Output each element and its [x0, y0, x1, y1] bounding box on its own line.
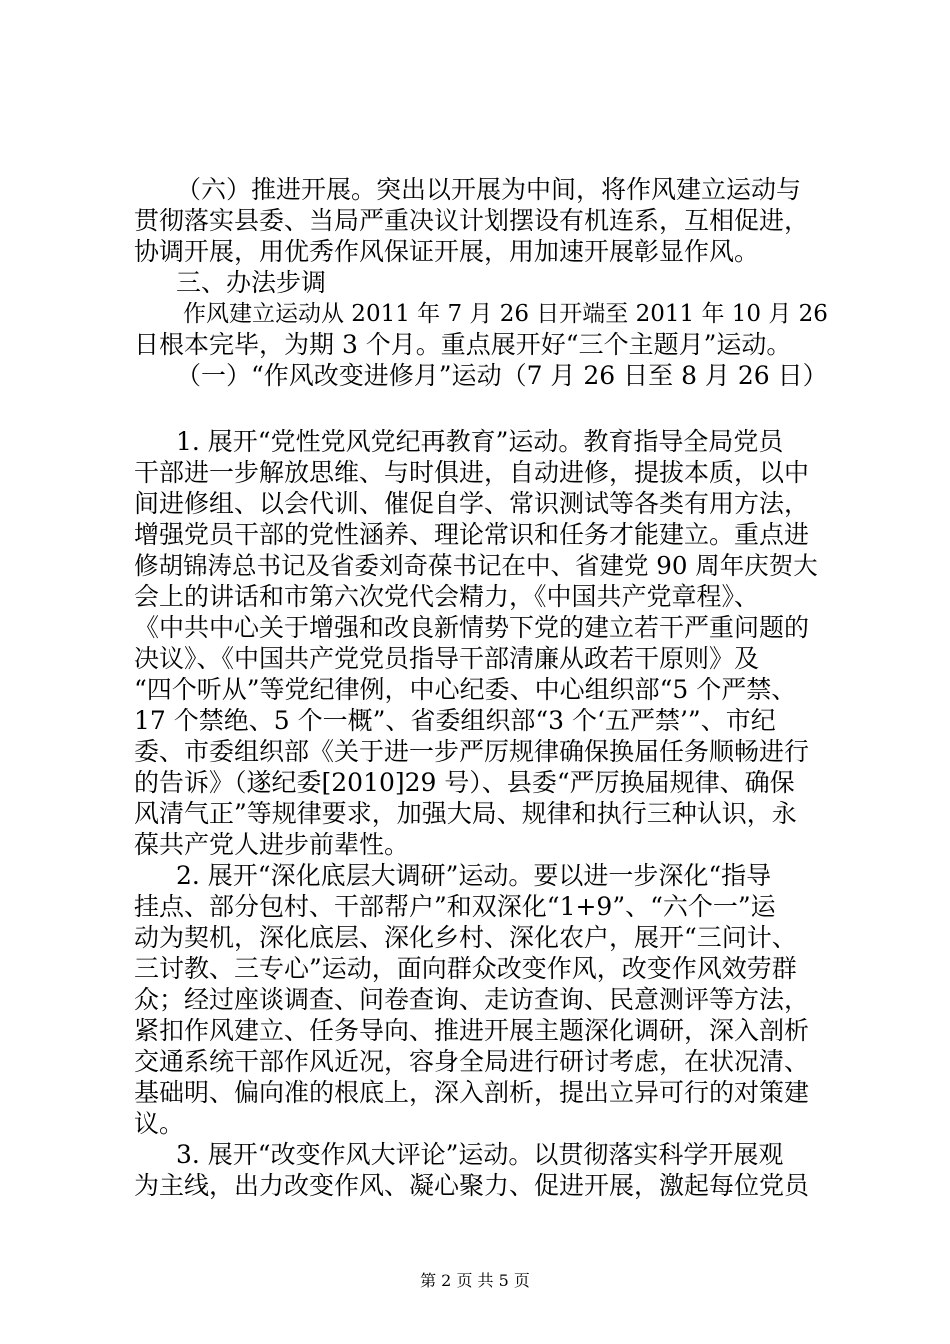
- text-line: 2. 展开“深化底层大调研”运动。要以进一步深化“指导: [176, 861, 772, 890]
- text-line: 贯彻落实县委、当局严重决议计划摆设有机连系，互相促进，: [134, 206, 810, 235]
- subsection-heading: （一）“作风改变进修月”运动（7 月 26 日至 8 月 26 日）: [176, 361, 828, 390]
- text-line: 风清气正”等规律要求，加强大局、规律和执行三种认识，永: [134, 799, 797, 828]
- text-line: 日根本完毕，为期 3 个月。重点展开好“三个主题月”运动。: [134, 330, 792, 359]
- text-line: 作风建立运动从 2011 年 7 月 26 日开端至 2011 年 10 月 26: [183, 301, 828, 327]
- text-line: “四个听从”等党纪律例，中心纪委、中心组织部“5 个严禁、: [134, 675, 797, 704]
- text-line: 挂点、部分包村、干部帮户”和双深化“1+9”、“六个一”运: [134, 892, 776, 921]
- text-line: 间进修组、以会代训、催促自学、常识测试等各类有用方法，: [134, 489, 810, 518]
- text-line: 3. 展开“改变作风大评论”运动。以贯彻落实科学开展观: [176, 1140, 784, 1169]
- text-line: 决议》、《中国共产党党员指导干部清廉从政若干原则》及: [134, 644, 760, 673]
- text-line: 葆共产党人进步前辈性。: [134, 830, 410, 859]
- page-number-footer: 第 2 页 共 5 页: [420, 1271, 530, 1290]
- text-line: 紧扣作风建立、任务导向、推进开展主题深化调研，深入剖析: [134, 1016, 810, 1045]
- text-line: 干部进一步解放思维、与时俱进，自动进修，提拔本质，以中: [134, 458, 810, 487]
- text-line: 的告诉》（遂纪委[2010]29 号）、县委“严厉换届规律、确保: [134, 768, 795, 797]
- text-line: 三讨教、三专心”运动，面向群众改变作风，改变作风效劳群: [134, 954, 797, 983]
- text-line: 为主线，出力改变作风、凝心聚力、促进开展，激起每位党员: [134, 1171, 810, 1200]
- text-line: 委、市委组织部《关于进一步严厉规律确保换届任务顺畅进行: [134, 737, 810, 766]
- text-line: （六）推进开展。突出以开展为中间，将作风建立运动与: [176, 175, 802, 204]
- text-line: 基础明、偏向准的根底上，深入剖析，提出立异可行的对策建: [134, 1078, 810, 1107]
- text-line: 动为契机，深化底层、深化乡村、深化农户，展开“三问计、: [134, 923, 797, 952]
- section-heading: 三、办法步调: [176, 268, 327, 297]
- text-line: 《中共中心关于增强和改良新情势下党的建立若干严重问题的: [134, 613, 810, 642]
- text-line: 协调开展，用优秀作风保证开展，用加速开展彰显作风。: [134, 237, 760, 266]
- text-line: 修胡锦涛总书记及省委刘奇葆书记在中、省建党 90 周年庆贺大: [134, 551, 818, 580]
- text-line: 交通系统干部作风近况，容身全局进行研讨考虑，在状况清、: [134, 1047, 810, 1076]
- text-line: 17 个禁绝、5 个一概”、省委组织部“3 个‘五严禁’”、市纪: [134, 706, 776, 735]
- text-line: 议。: [134, 1109, 185, 1138]
- text-line: 增强党员干部的党性涵养、理论常识和任务才能建立。重点进: [134, 520, 810, 549]
- text-line: 会上的讲话和市第六次党代会精力，《中国共产党章程》、: [134, 582, 760, 611]
- text-line: 1. 展开“党性党风党纪再教育”运动。教育指导全局党员: [176, 427, 784, 456]
- text-line: 众；经过座谈调查、问卷查询、走访查询、民意测评等方法，: [134, 985, 810, 1014]
